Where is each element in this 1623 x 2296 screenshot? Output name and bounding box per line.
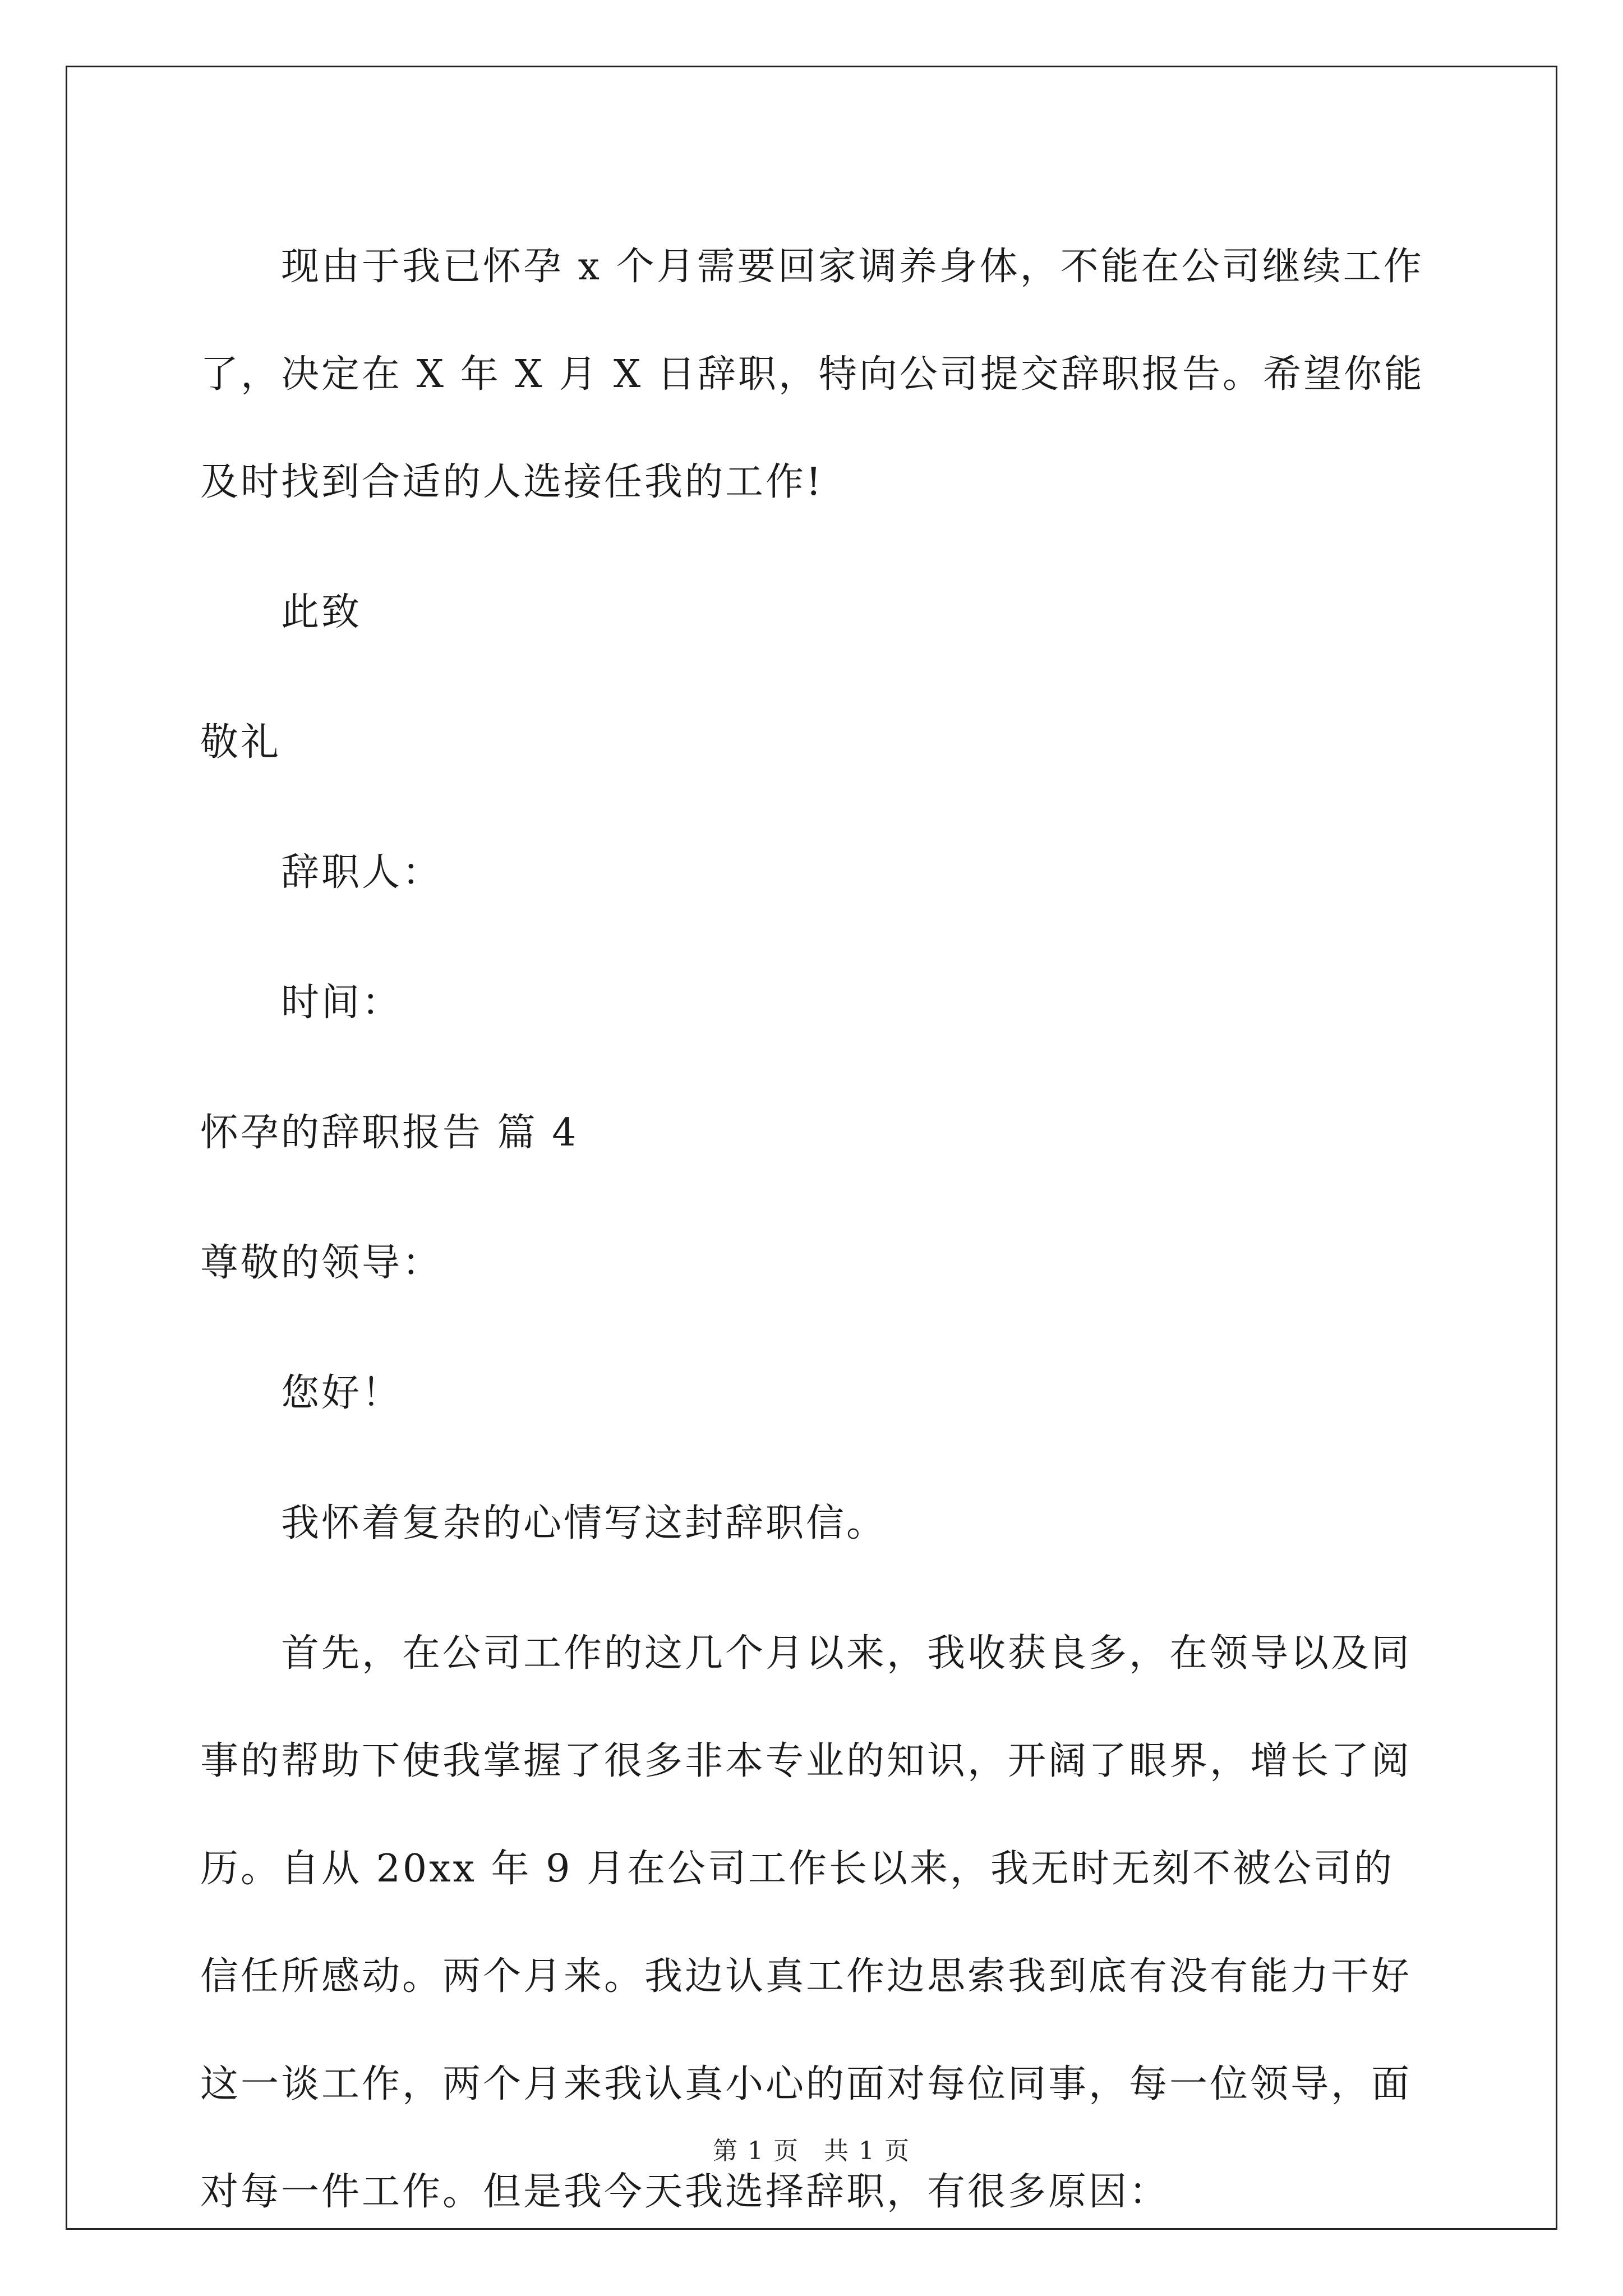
paragraph-addressee: 尊敬的领导： xyxy=(200,1241,443,1285)
paragraph-leave-request: 现由于我已怀孕 x 个月需要回家调养身体，不能在公司继续工作了，决定在 X 年 X 月 X 日辞职，特向公司提交辞职报告。希望你能及时找到合适的人选接任我的工作! xyxy=(200,245,1424,504)
page-total: 共 1 页 xyxy=(824,2137,910,2165)
paragraph-body: 首先，在公司工作的这几个月以来，我收获良多，在领导以及同事的帮助下使我掌握了很多非本专业的知识，开阔了眼界，增长了阅历。自从 20xx 年 9 月在公司工作长以来，我无时无刻不被公司的信任所感动。两个月来。我边认真工作边思索我到底有没有能力干好这一谈工作，两个月来我认真小心的面对每位同事，每一位领导，面对每一件工作。但是我今天我选择辞职，有很多原因： xyxy=(200,1631,1412,2214)
paragraph-salutation-closing: 此致 xyxy=(281,590,362,634)
section-heading: 怀孕的辞职报告 篇 4 xyxy=(200,1111,579,1155)
paragraph-greeting: 您好！ xyxy=(281,1371,403,1415)
page-footer xyxy=(0,2131,1623,2166)
paragraph-regards: 敬礼 xyxy=(200,720,282,765)
paragraph-resigner: 辞职人： xyxy=(281,850,443,895)
paragraph-time: 时间： xyxy=(281,981,403,1025)
paragraph-intro: 我怀着复杂的心情写这封辞职信。 xyxy=(281,1501,887,1545)
document-body xyxy=(200,213,1434,2269)
page-number: 第 1 页 xyxy=(713,2137,799,2165)
